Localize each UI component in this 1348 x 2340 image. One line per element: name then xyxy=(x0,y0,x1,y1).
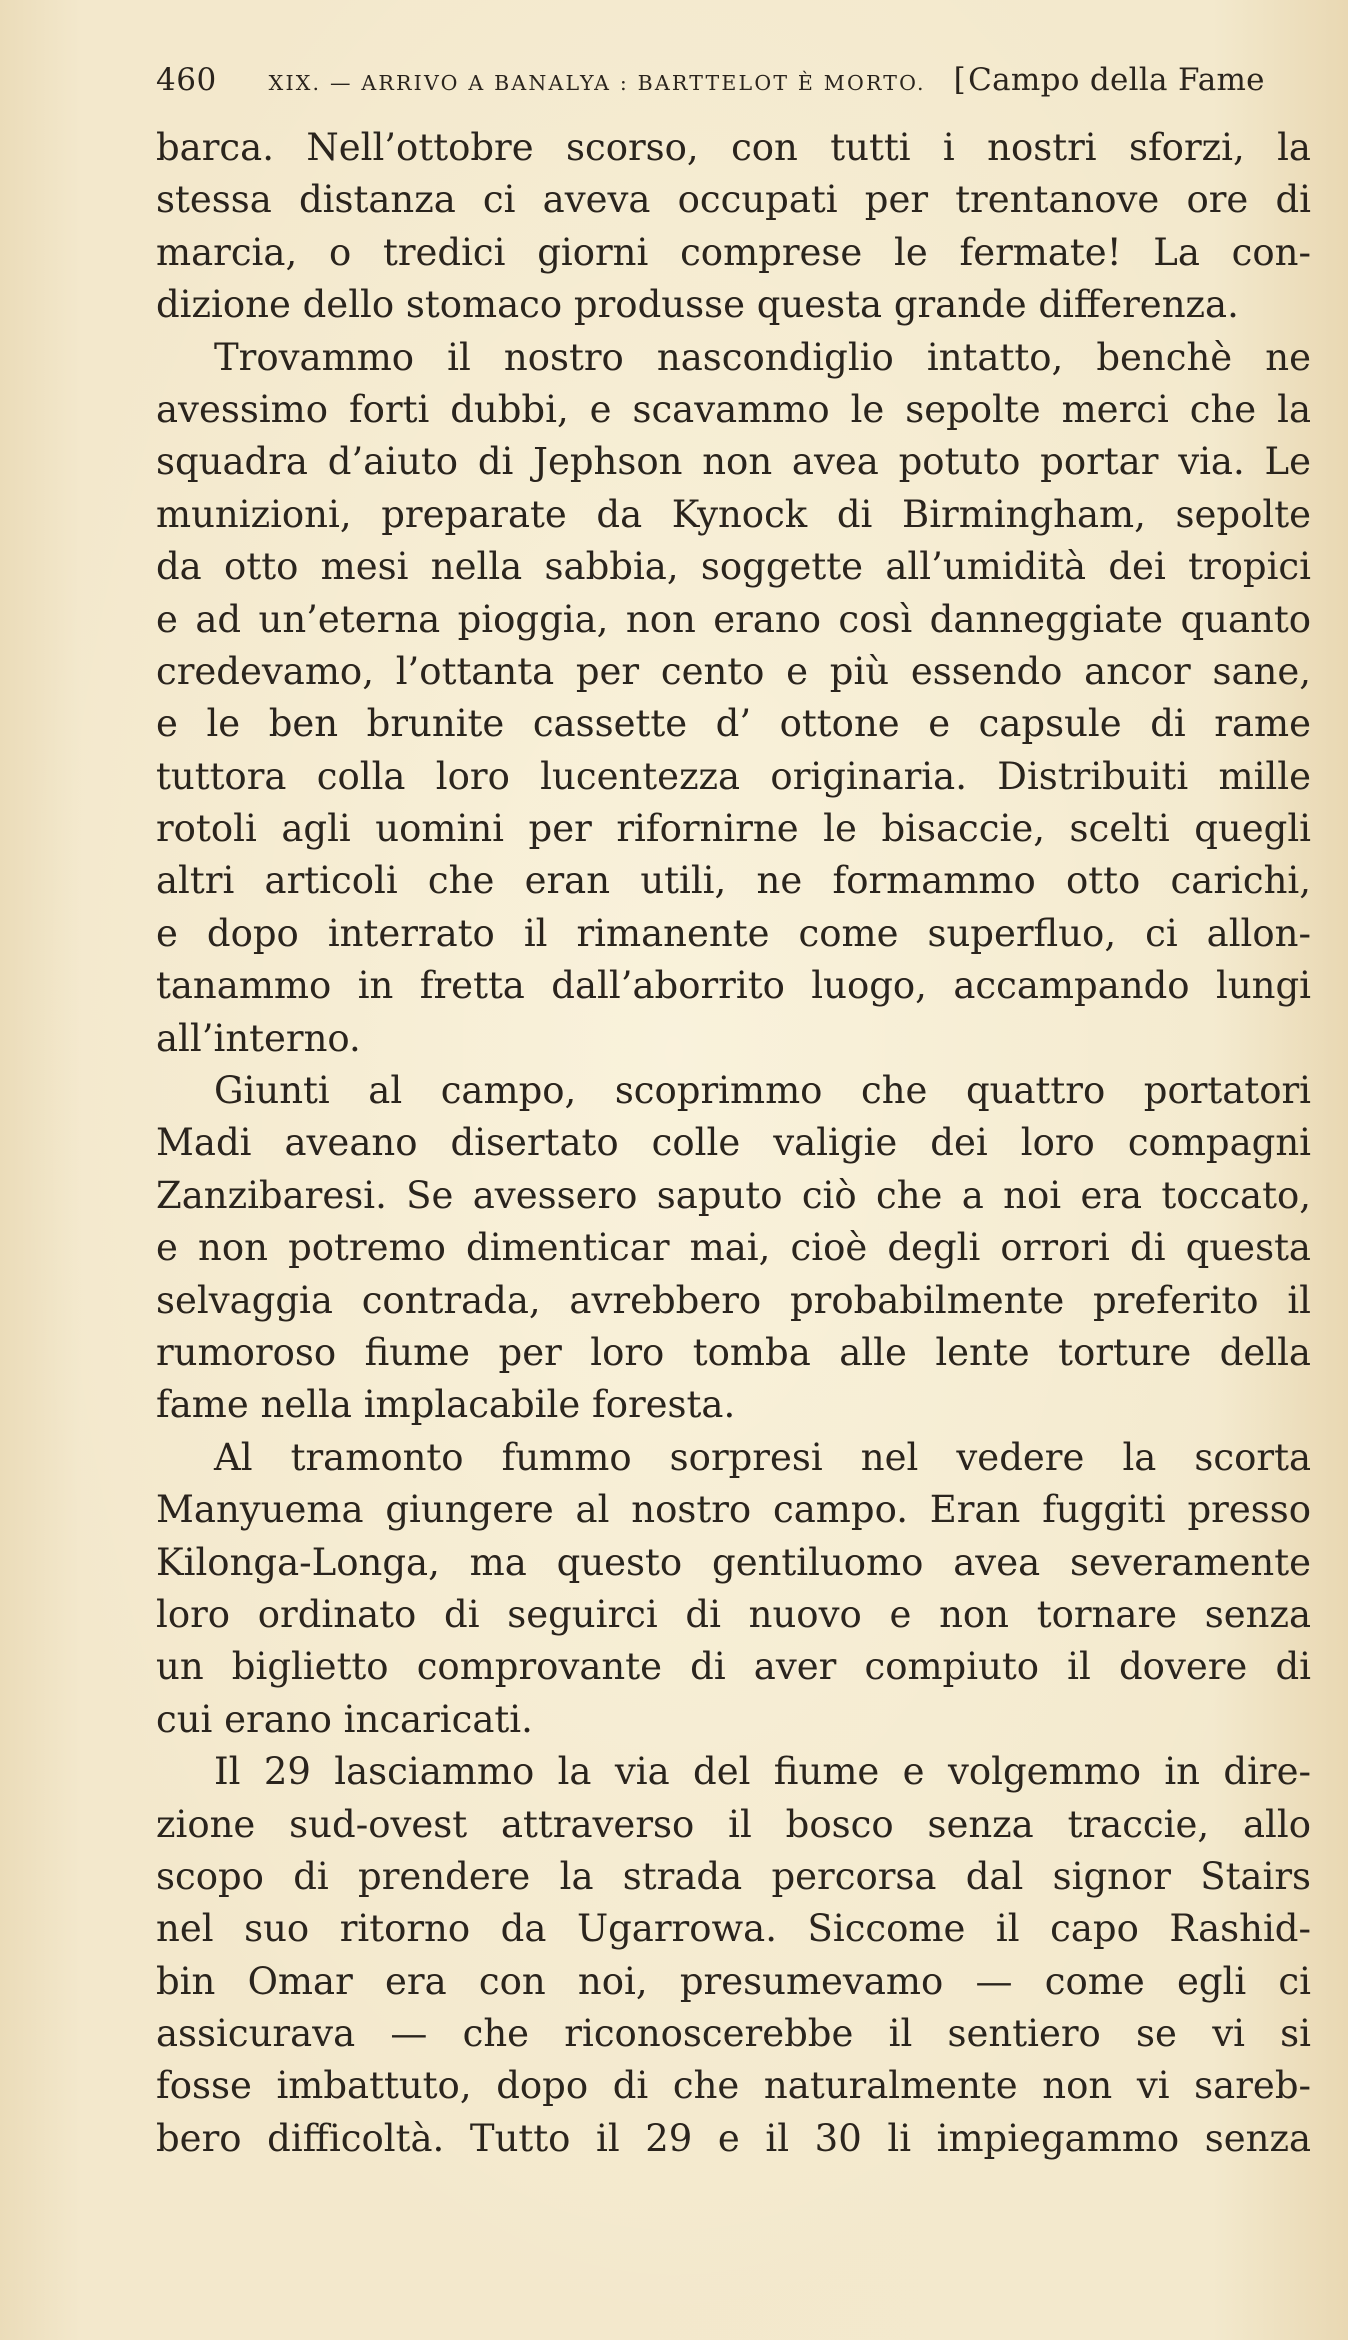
text-line: Il 29 lasciammo la via del fiume e volgemmo in dire- xyxy=(214,1750,1311,1794)
text-line: e le ben brunite cassette d’ ottone e capsule di rame xyxy=(156,702,1311,746)
text-line: rotoli agli uomini per rifornirne le bisaccie, scelti quegli xyxy=(156,807,1311,851)
text-line: tuttora colla loro lucentezza originaria. Distribuiti mille xyxy=(156,754,1311,798)
text-line: nel suo ritorno da Ugarrowa. Siccome il capo Rashid- xyxy=(156,1907,1311,1951)
text-line: fame nella implacabile foresta. xyxy=(156,1383,736,1427)
text-line: scopo di prendere la strada percorsa dal signor Stairs xyxy=(156,1854,1311,1898)
text-line: Giunti al campo, scoprimmo che quattro portatori xyxy=(214,1069,1311,1113)
text-line: e ad un’eterna pioggia, non erano così danneggiate quanto xyxy=(156,597,1311,641)
text-line: squadra d’aiuto di Jephson non avea potuto portar via. Le xyxy=(156,440,1311,484)
text-line: Madi aveano disertato colle valigie dei loro compagni xyxy=(156,1121,1311,1165)
text-line: bero difficoltà. Tutto il 29 e il 30 li impiegammo senza xyxy=(156,2116,1311,2160)
page-number: 460 xyxy=(156,62,217,98)
body-text xyxy=(156,122,1311,2165)
text-line: credevamo, l’ottanta per cento e più essendo ancor sane, xyxy=(156,649,1311,693)
running-head: XIX. — ARRIVO A BANALYA : BARTTELOT È MORTO. xyxy=(268,71,926,95)
text-line: altri articoli che eran utili, ne formammo otto carichi, xyxy=(156,859,1311,903)
text-line: all’interno. xyxy=(156,1016,361,1060)
text-line: cui erano incaricati. xyxy=(156,1697,533,1741)
text-line: e non potremo dimenticar mai, cioè degli orrori di questa xyxy=(156,1226,1311,1270)
text-line: zione sud-ovest attraverso il bosco senza traccie, allo xyxy=(156,1802,1311,1846)
text-line: dizione dello stomaco produsse questa grande differenza. xyxy=(156,283,1239,327)
text-line: tanammo in fretta dall’aborrito luogo, accampando lungi xyxy=(156,964,1311,1008)
text-line: stessa distanza ci aveva occupati per trentanove ore di xyxy=(156,178,1311,222)
text-line: loro ordinato di seguirci di nuovo e non tornare senza xyxy=(156,1592,1311,1636)
text-line: Al tramonto fummo sorpresi nel vedere la scorta xyxy=(214,1435,1311,1479)
text-line: Zanzibaresi. Se avessero saputo ciò che a noi era toccato, xyxy=(156,1173,1311,1217)
text-line: marcia, o tredici giorni comprese le fermate! La con- xyxy=(156,230,1311,274)
text-line: munizioni, preparate da Kynock di Birmingham, sepolte xyxy=(156,492,1311,536)
text-line: assicurava — che riconoscerebbe il sentiero se vi si xyxy=(156,2012,1311,2056)
section-title: [ Campo della Fame xyxy=(954,62,1265,98)
text-line: Manyuema giungere al nostro campo. Eran fuggiti presso xyxy=(156,1488,1311,1532)
text-line: da otto mesi nella sabbia, soggette all’umidità dei tropici xyxy=(156,545,1311,589)
text-line: selvaggia contrada, avrebbero probabilmente preferito il xyxy=(156,1278,1311,1322)
text-line: Kilonga-Longa, ma questo gentiluomo avea severamente xyxy=(156,1540,1311,1584)
text-line: bin Omar era con noi, presumevamo — come egli ci xyxy=(156,1959,1311,2003)
text-line: rumoroso fiume per loro tomba alle lente torture della xyxy=(156,1330,1311,1374)
text-line: Trovammo il nostro nascondiglio intatto, benchè ne xyxy=(214,335,1311,379)
text-line: avessimo forti dubbi, e scavammo le sepolte merci che la xyxy=(156,387,1311,431)
page-header xyxy=(156,62,1336,108)
text-line: fosse imbattuto, dopo di che naturalmente non vi sareb- xyxy=(156,2064,1311,2108)
text-line: barca. Nell’ottobre scorso, con tutti i nostri sforzi, la xyxy=(156,126,1311,169)
text-line: e dopo interrato il rimanente come superfluo, ci allon- xyxy=(156,911,1311,955)
text-line: un biglietto comprovante di aver compiuto il dovere di xyxy=(156,1645,1311,1689)
